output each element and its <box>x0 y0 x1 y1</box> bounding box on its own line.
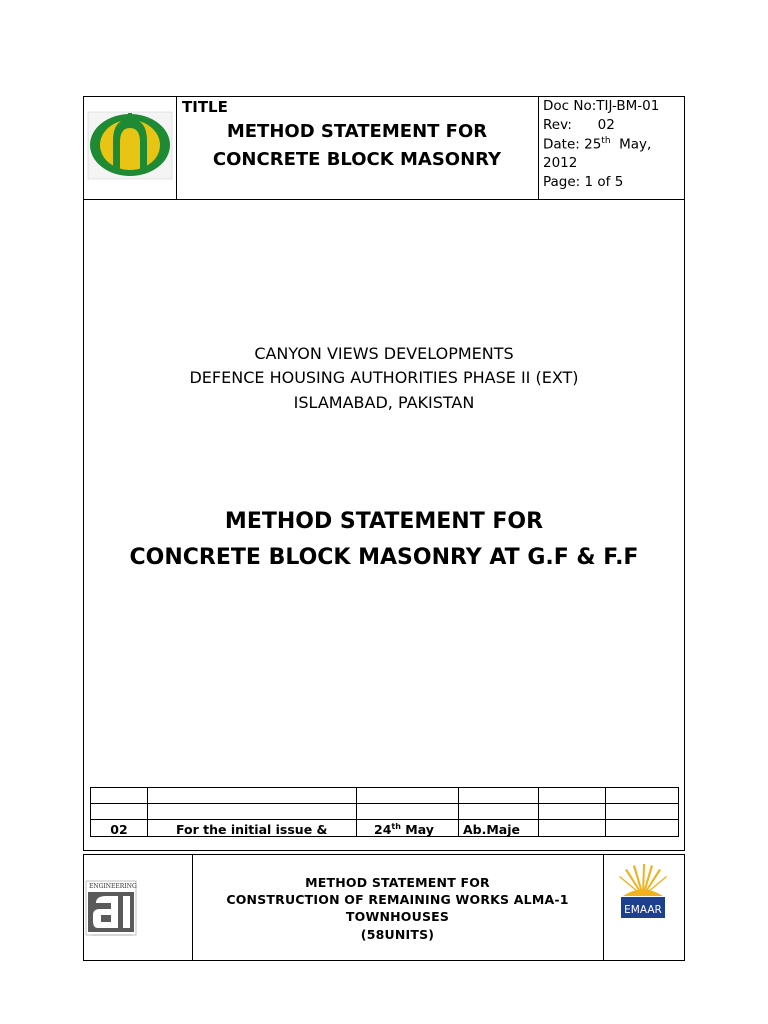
table-row <box>91 820 679 837</box>
footer-line-3: TOWNHOUSES <box>345 909 450 924</box>
rev-cell: 02 <box>91 820 148 837</box>
by-cell: Ab.Maje <box>459 820 539 837</box>
header-title-line-1: METHOD STATEMENT FOR <box>226 121 488 142</box>
footer-line-2: CONSTRUCTION OF REMAINING WORKS ALMA-1 <box>226 892 569 907</box>
issue-date-year: 2012 <box>543 155 578 171</box>
header-title-line-2: CONCRETE BLOCK MASONRY <box>212 149 502 170</box>
emaar-logo <box>603 855 684 960</box>
description-cell: For the initial issue & <box>148 820 357 837</box>
footer-right-logo-cell <box>603 855 684 960</box>
rev-date-day: 24 <box>374 822 392 838</box>
document-footer <box>83 854 685 961</box>
rev-date-month: May <box>400 822 434 838</box>
title-label: TITLE <box>182 98 228 116</box>
issue-date-month: May, <box>610 136 652 153</box>
revision-number: Rev: 02 <box>543 117 615 133</box>
company-logo-cell <box>84 97 177 199</box>
footer-left-logo-cell <box>84 855 193 960</box>
table-row <box>91 788 679 804</box>
main-title-line-1: METHOD STATEMENT FOR <box>224 509 544 534</box>
date-cell <box>357 820 459 837</box>
engineering-logo <box>84 855 192 960</box>
project-line-1: CANYON VIEWS DEVELOPMENTS <box>254 344 514 363</box>
revision-table <box>90 787 679 837</box>
issue-date-day: Date: 25 <box>543 136 602 153</box>
table-row <box>91 804 679 820</box>
document-meta-cell <box>538 97 684 199</box>
issue-date <box>543 136 651 153</box>
project-line-2: DEFENCE HOUSING AUTHORITIES PHASE II (EXT) <box>189 368 579 387</box>
document-header <box>83 96 685 200</box>
title-cell <box>176 97 539 199</box>
rev-date-suffix: th <box>391 822 401 831</box>
footer-title-cell <box>192 855 604 960</box>
document-body <box>83 199 685 851</box>
emaar-logo-label: EMAAR <box>624 904 662 916</box>
company-logo <box>84 97 176 199</box>
doc-number: Doc No:TIJ-BM-01 <box>543 98 660 114</box>
issue-date-suffix: th <box>601 136 611 146</box>
main-title-line-2: CONCRETE BLOCK MASONRY AT G.F & F.F <box>129 545 639 570</box>
page-number: Page: 1 of 5 <box>543 174 624 190</box>
engineering-logo-label: ENGINEERING <box>89 883 137 890</box>
footer-line-1: METHOD STATEMENT FOR <box>305 875 490 890</box>
footer-line-4: (58UNITS) <box>360 927 435 942</box>
project-line-3: ISLAMABAD, PAKISTAN <box>293 393 475 412</box>
